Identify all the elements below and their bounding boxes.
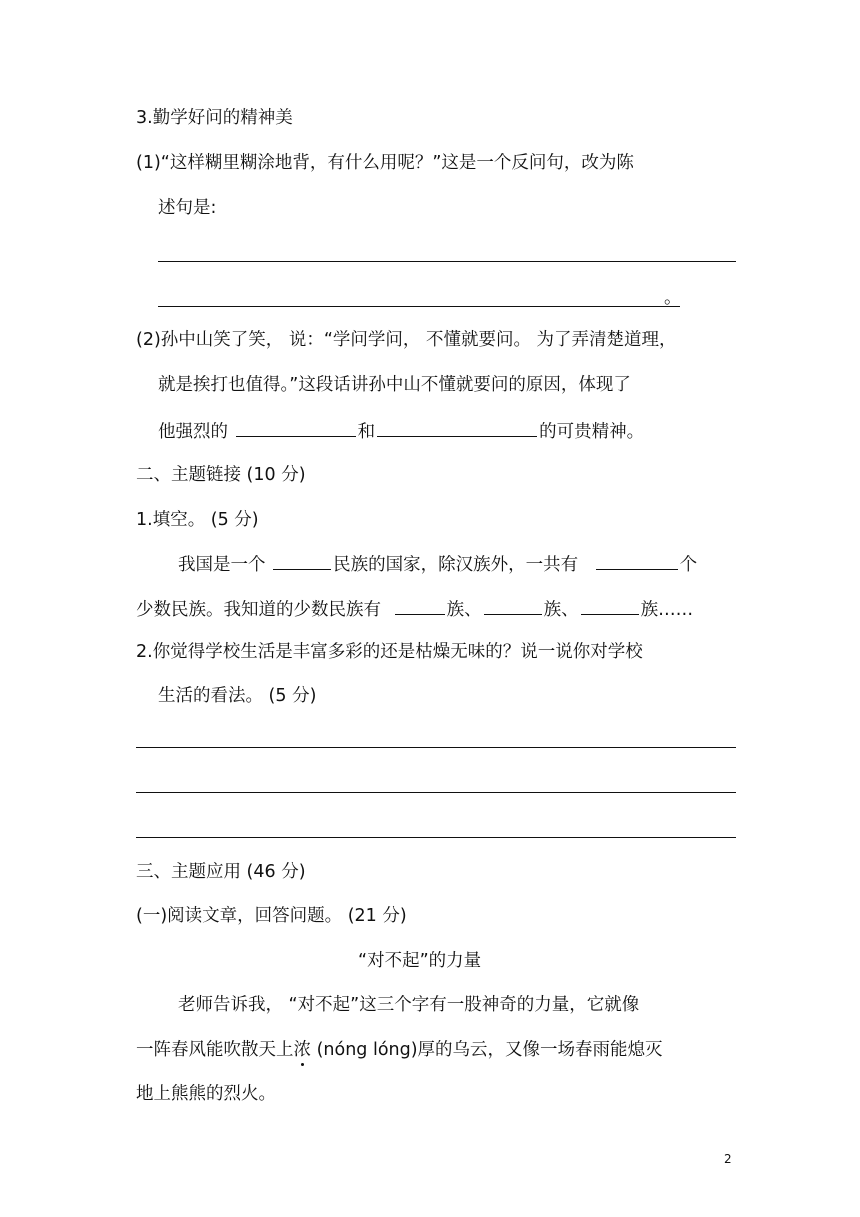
text: 的可贵精神。: [539, 422, 645, 442]
text: 个: [679, 555, 698, 575]
fill-in-line-2: [136, 596, 693, 622]
part-3-heading: 三、主题应用 (46 分): [136, 862, 306, 882]
fill-blank[interactable]: [236, 418, 356, 437]
fill-blank[interactable]: [484, 596, 542, 615]
section-heading: 3.勤学好问的精神美: [136, 108, 293, 128]
fill-blank[interactable]: [581, 596, 639, 615]
text: 和: [357, 422, 376, 442]
text: 族、: [446, 600, 482, 620]
article-line-1: 老师告诉我， “对不起”这三个字有一股神奇的力量，它就像: [178, 995, 640, 1015]
text: 族……: [640, 600, 694, 620]
answer-line[interactable]: [136, 792, 736, 793]
question-2-line-2: 就是挨打也值得。”这段话讲孙中山不懂就要问的原因，体现了: [158, 375, 631, 395]
fill-blank[interactable]: [395, 596, 445, 615]
question-2-prompt-line-2: 生活的看法。 (5 分): [158, 686, 317, 706]
text: 他强烈的: [158, 422, 228, 442]
fill-in-line-1: [178, 551, 697, 577]
page-number: 2: [724, 1152, 732, 1166]
answer-line[interactable]: [158, 261, 736, 262]
question-1-line-2: 述句是:: [158, 198, 217, 218]
article-line-2: [136, 1038, 663, 1062]
fill-blank[interactable]: [273, 551, 331, 570]
text: 族、: [543, 600, 579, 620]
text: 我国是一个: [178, 555, 266, 575]
answer-line[interactable]: [136, 747, 736, 748]
question-2-prompt-line-1: 2.你觉得学校生活是丰富多彩的还是枯燥无味的？说一说你对学校: [136, 642, 643, 662]
fill-blank[interactable]: [377, 418, 537, 437]
answer-line[interactable]: [136, 837, 736, 838]
part-2-heading: 二、主题链接 (10 分): [136, 465, 306, 485]
reading-heading: (一)阅读文章，回答问题。 (21 分): [136, 906, 407, 926]
question-2-line-3: [158, 418, 644, 444]
answer-end-mark: 。: [664, 288, 682, 308]
fill-in-heading: 1.填空。 (5 分): [136, 510, 259, 530]
text: 民族的国家，除汉族外，一共有: [333, 555, 579, 575]
dotted-character: 浓: [293, 1040, 311, 1060]
article-title: “对不起”的力量: [358, 951, 482, 971]
text: 少数民族。我知道的少数民族有: [136, 600, 381, 620]
text: 一阵春风能吹散天上: [136, 1040, 294, 1060]
fill-blank[interactable]: [596, 551, 678, 570]
question-2-line-1: (2)孙中山笑了笑， 说：“学问学问， 不懂就要问。 为了弄清楚道理，: [136, 330, 677, 350]
article-line-3: 地上熊熊的烈火。: [136, 1084, 276, 1104]
answer-line[interactable]: [158, 306, 680, 307]
text: (nóng lóng)厚的乌云，又像一场春雨能熄灭: [311, 1040, 663, 1060]
question-1-line-1: (1)“这样糊里糊涂地背，有什么用呢？”这是一个反问句，改为陈: [136, 153, 634, 173]
